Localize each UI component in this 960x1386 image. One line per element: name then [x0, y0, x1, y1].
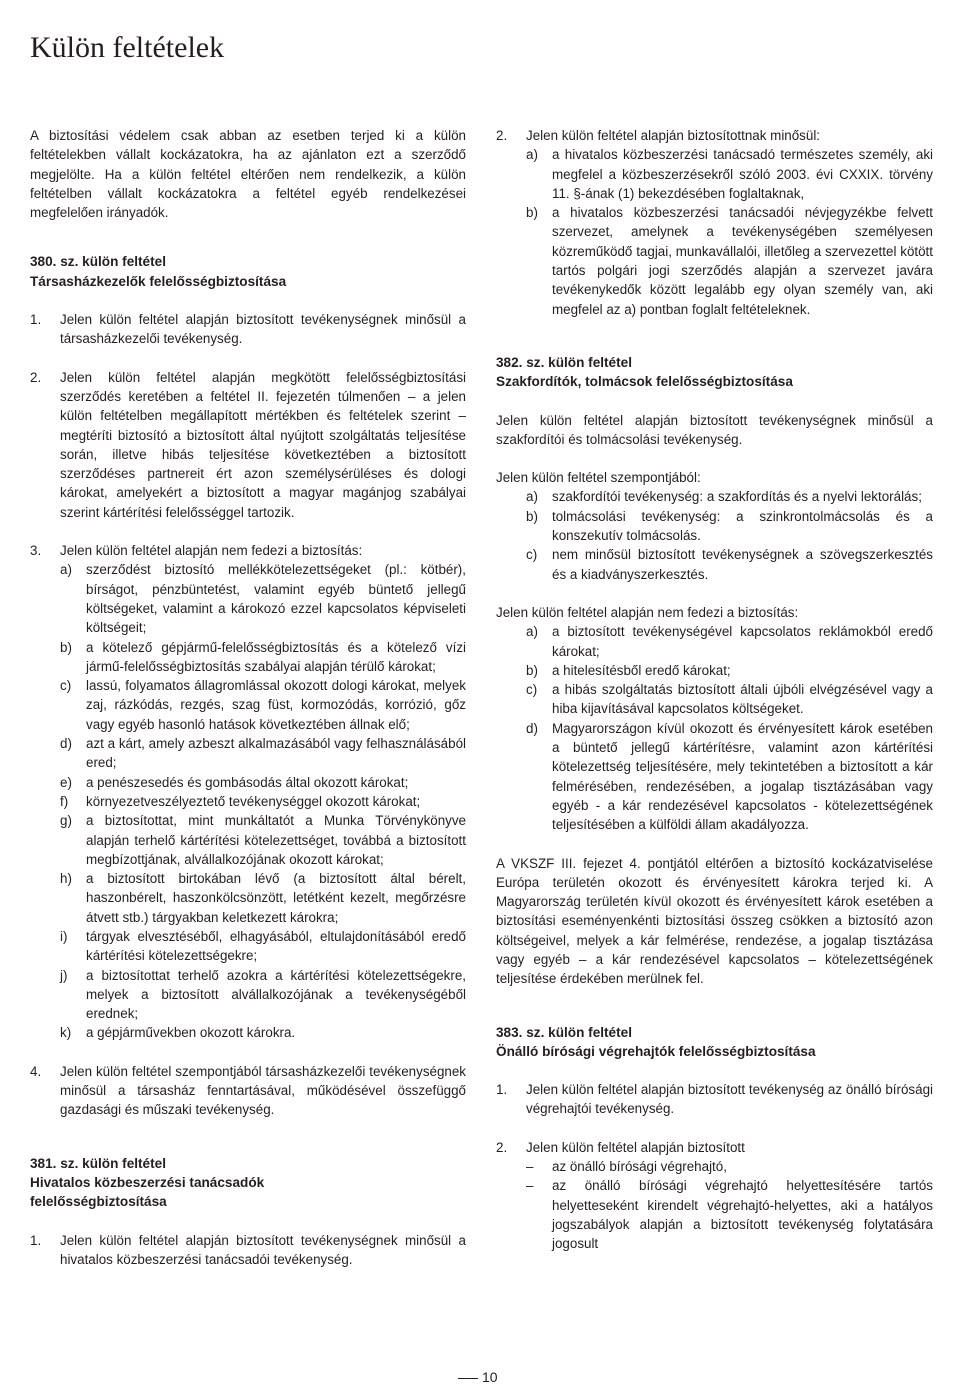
list-letter: a)	[526, 624, 538, 640]
list-item	[496, 487, 933, 506]
list-letter: h)	[60, 871, 72, 887]
list-item	[496, 203, 933, 319]
list-text: azt a kárt, amely azbeszt alkalmazásából vagy felhasználásából ered;	[86, 736, 466, 771]
list-letter: j)	[60, 967, 68, 983]
intro-paragraph: A biztosítási védelem csak abban az esetben terjed ki a külön feltételekben vállalt kockázatokra, ha az ajánlaton ezt a szerződő megjelölte. Ha a külön feltétel eltérően nem rendelkezik, a külön feltételben vállalt kockázatokra a feltétel egyéb rendelkezései megfelelően irányadók.	[30, 128, 466, 221]
right-column	[496, 126, 933, 1254]
list-letter: i)	[60, 928, 68, 944]
section-381	[30, 1154, 466, 1269]
list-text: környezetveszélyeztető tevékenységgel okozott károkat;	[86, 793, 421, 809]
point-text: Jelen külön feltétel alapján megkötött felelősségbiztosítási szerződés keretében a feltétel II. fejezetén túlmenően – a jelen külön feltételben megállapított mértékben és feltételek szerint – megtéríti biztosító a biztosított által nyújtott szolgáltatás teljesítése során, illetve hibás teljesítése következtében a biztosított szerződéses partnereit ért azon személysérüléses és dologi károkat, amelyekért a biztosított a magyar magánjog szabályai szerint kártérítési felelősséggel tartozik.	[60, 369, 466, 520]
list-text: a hivatalos közbeszerzési tanácsadó természetes személy, aki megfelel a közbeszerzésekről szóló 2003. évi CXXIX. törvény 11. §-ának (1) bekezdésében foglaltaknak,	[552, 147, 933, 201]
section-383-point-1	[496, 1080, 933, 1119]
list-item	[30, 869, 466, 927]
section-382-paragraph-4: A VKSZF III. fejezet 4. pontjától eltérően a biztosító kockázatviselése Európa területén okozott és érvényesített károkra terjed ki. A Magyarország területén kívül okozott és érvényesített károk esetében a biztosítási eseményenkénti biztosítási összeg csökken a biztosító azon költségeivel, melyek a kár felmérése, rendezése, a jogalap tisztázása vagy egyéb – a kár rendezésével kapcsolatos – kötelezettségének teljesítése érdekében merülnek fel.	[496, 855, 933, 987]
list-text: szakfordítói tevékenység: a szakfordítás és a nyelvi lektorálás;	[552, 489, 922, 505]
section-383-number: 383. sz. külön feltétel	[496, 1024, 632, 1040]
list-item	[30, 734, 466, 773]
list-letter: b)	[526, 205, 538, 221]
point-number: 1.	[496, 1082, 508, 1098]
list-text: nem minősül biztosított tevékenységnek a szövegszerkesztés és a kiadványszerkesztés.	[552, 547, 933, 582]
point-text: Jelen külön feltétel alapján biztosított tevékenységnek minősül a hivatalos közbeszerzési tanácsadói tevékenység.	[60, 1232, 466, 1267]
list-item	[496, 545, 933, 584]
list-item	[30, 966, 466, 1024]
point-text: Jelen külön feltétel alapján nem fedezi a biztosítás:	[60, 543, 363, 559]
left-column	[30, 126, 466, 1269]
list-item	[496, 1176, 933, 1253]
list-item	[30, 676, 466, 734]
section-380	[30, 252, 466, 1119]
point-number: 3.	[30, 543, 42, 559]
list-letter: a)	[60, 562, 72, 578]
list-letter: b)	[526, 662, 538, 678]
list-text: a penészesedés és gombásodás által okozott károkat;	[86, 774, 409, 790]
list-item	[30, 792, 466, 811]
section-380-point-3	[30, 541, 466, 560]
section-382-number: 382. sz. külön feltétel	[496, 354, 632, 370]
section-383-point-2	[496, 1138, 933, 1157]
list-letter: g)	[60, 813, 72, 829]
list-text: a gépjárművekben okozott károkra.	[86, 1025, 296, 1041]
section-381-title-cont: felelősségbiztosítása	[30, 1194, 167, 1210]
section-380-point-2	[30, 368, 466, 522]
point-text: Jelen külön feltétel alapján biztosított	[526, 1139, 745, 1155]
point-number: 1.	[30, 1232, 42, 1248]
list-text: a hivatalos közbeszerzési tanácsadói névjegyzékbe felvett szervezet, amelynek a tevékenységében személyesen közreműködő tagjai, munkavállalói, illetőleg a szervezettel kötött tartós polgári jogi szerződés alapján a szervezet javára tevékenykedők között legalább egy olyan személy van, aki megfelel az a) pontban foglalt feltételeknek.	[552, 205, 933, 317]
list-item	[496, 145, 933, 203]
section-380-number: 380. sz. külön feltétel	[30, 254, 166, 270]
point-text: Jelen külön feltétel alapján biztosított tevékenységnek minősül a társasházkezelői tevékenység.	[60, 312, 466, 347]
section-383-insured-list	[496, 1157, 933, 1253]
footer-rule	[458, 1378, 478, 1379]
list-item	[496, 680, 933, 719]
list-text: az önálló bírósági végrehajtó helyettesítésére tartós helyetteseként kirendelt végrehajtó-helyettes, aki a hatályos jogszabályok alapján a biztosított tevékenység folytatására jogosult	[552, 1178, 933, 1252]
point-number: 2.	[30, 369, 42, 385]
list-item	[30, 927, 466, 966]
list-item	[496, 719, 933, 835]
section-380-point-1	[30, 310, 466, 349]
list-letter: b)	[60, 639, 72, 655]
list-text: tolmácsolási tevékenység: a szinkrontolmácsolás és a konszekutív tolmácsolás.	[552, 508, 933, 544]
section-381-title: Hivatalos közbeszerzési tanácsadók	[30, 1174, 265, 1190]
page-title: Külön feltételek	[30, 31, 225, 64]
point-text: Jelen külön feltétel alapján biztosított tevékenység az önálló bírósági végrehajtói tevékenység.	[526, 1082, 933, 1117]
list-item	[30, 811, 466, 869]
section-382-paragraph-2: Jelen külön feltétel szempontjából:	[496, 470, 701, 486]
list-item	[30, 1023, 466, 1042]
list-letter: d)	[526, 720, 538, 736]
list-letter: e)	[60, 774, 72, 790]
list-text: tárgyak elvesztéséből, elhagyásából, eltulajdonításából eredő kártérítési kötelezettségekre;	[86, 928, 466, 964]
list-text: a biztosított tevékenységével kapcsolatos reklámokból eredő károkat;	[552, 624, 933, 659]
list-item	[496, 507, 933, 546]
list-item	[496, 661, 933, 680]
list-text: Magyarországon kívül okozott és érvényesített károk esetében a büntető jellegű kártérítésre, valamint azon kártérítési kötelezettség teljesítésére, mely tekintetében a biztosított a kár felmérésében, rendezésében, a jogalap tisztázásában vagy egyéb - a kár rendezésével kapcsolatos - kötelezettségének teljesítésében a külföldi állam akadályozza.	[552, 720, 933, 833]
list-item	[496, 622, 933, 661]
list-text: az önálló bírósági végrehajtó,	[552, 1159, 727, 1175]
section-383	[496, 1023, 933, 1254]
section-382	[496, 353, 933, 989]
list-letter: d)	[60, 736, 72, 752]
section-382-exclusion-list	[496, 622, 933, 834]
section-382-title: Szakfordítók, tolmácsok felelősségbiztosítása	[496, 374, 793, 390]
list-item	[30, 560, 466, 637]
list-letter: f)	[60, 793, 69, 809]
section-381-point-1	[30, 1231, 466, 1270]
section-381-point-2	[496, 126, 933, 145]
list-item	[30, 638, 466, 677]
page-number: 10	[482, 1369, 498, 1385]
list-text: a biztosítottat terhelő azokra a kártérítési kötelezettségekre, melyek a biztosított alvállalkozójának a tevékenységéből erednek;	[86, 967, 466, 1022]
list-letter: k)	[60, 1025, 72, 1041]
list-text: a kötelező gépjármű-felelősségbiztosítás és a kötelező vízi jármű-felelősségbiztosítás szabályai alapján térülő károkat;	[86, 639, 466, 674]
point-text: Jelen külön feltétel alapján biztosítottnak minősül:	[526, 128, 821, 143]
list-dash: –	[526, 1178, 534, 1194]
list-text: a hitelesítésből eredő károkat;	[552, 662, 731, 678]
list-text: a biztosítottat, mint munkáltatót a Munka Törvénykönyve alapján terhelő kártérítési kötelezettséget, továbbá a biztosított megbízottjának, alvállalkozójának okozott károkat;	[86, 813, 466, 867]
point-number: 2.	[496, 1139, 508, 1155]
section-382-paragraph-1: Jelen külön feltétel alapján biztosított tevékenységnek minősül a szakfordítói és tolmácsolási tevékenység.	[496, 412, 933, 447]
list-dash: –	[526, 1159, 534, 1175]
list-text: lassú, folyamatos állagromlással okozott dologi károkat, melyek zaj, rázkódás, rezgés, szag füst, kormozódás, korrózió, gőz vagy egyéb hasonló hatások következtében állnak elő;	[86, 678, 466, 732]
list-text: a hibás szolgáltatás biztosított általi újbóli elvégzésével vagy a hiba kijavításával kapcsolatos költségeket.	[552, 682, 933, 717]
list-letter: b)	[526, 508, 538, 524]
section-381-insured-list	[496, 145, 933, 319]
list-letter: c)	[60, 678, 72, 694]
list-text: a biztosított birtokában lévő (a biztosított által bérelt, haszonbérelt, haszonkölcsönzött, letétként kezelt, megőrzésre átvett stb.) tárgyakban keletkezett károkra;	[86, 871, 466, 925]
section-380-title: Társasházkezelők felelősségbiztosítása	[30, 273, 287, 289]
section-383-title: Önálló bírósági végrehajtók felelősségbiztosítása	[496, 1043, 816, 1059]
page-footer	[458, 1368, 498, 1386]
section-380-exclusion-list	[30, 560, 466, 1042]
list-letter: c)	[526, 682, 538, 698]
list-letter: a)	[526, 489, 538, 505]
section-381-number: 381. sz. külön feltétel	[30, 1155, 166, 1171]
list-text: szerződést biztosító mellékkötelezettségeket (pl.: kötbér), bírságot, pénzbüntetést, valamint egyéb büntető jellegű költségeket, valamint a károkozó ezzel kapcsolatos képviseleti költségeit;	[86, 562, 466, 636]
section-382-paragraph-3: Jelen külön feltétel alapján nem fedezi a biztosítás:	[496, 604, 799, 620]
list-item	[30, 773, 466, 792]
list-letter: a)	[526, 147, 538, 163]
point-number: 2.	[496, 128, 508, 143]
section-380-point-4	[30, 1062, 466, 1120]
point-number: 1.	[30, 312, 42, 328]
point-number: 4.	[30, 1063, 42, 1079]
point-text: Jelen külön feltétel szempontjából társasházkezelői tevékenységnek minősül a társasház fenntartásával, működésével összefüggő gazdasági és műszaki tevékenység.	[60, 1063, 466, 1118]
list-item	[496, 1157, 933, 1176]
section-382-definition-list	[496, 487, 933, 583]
list-letter: c)	[526, 547, 538, 563]
